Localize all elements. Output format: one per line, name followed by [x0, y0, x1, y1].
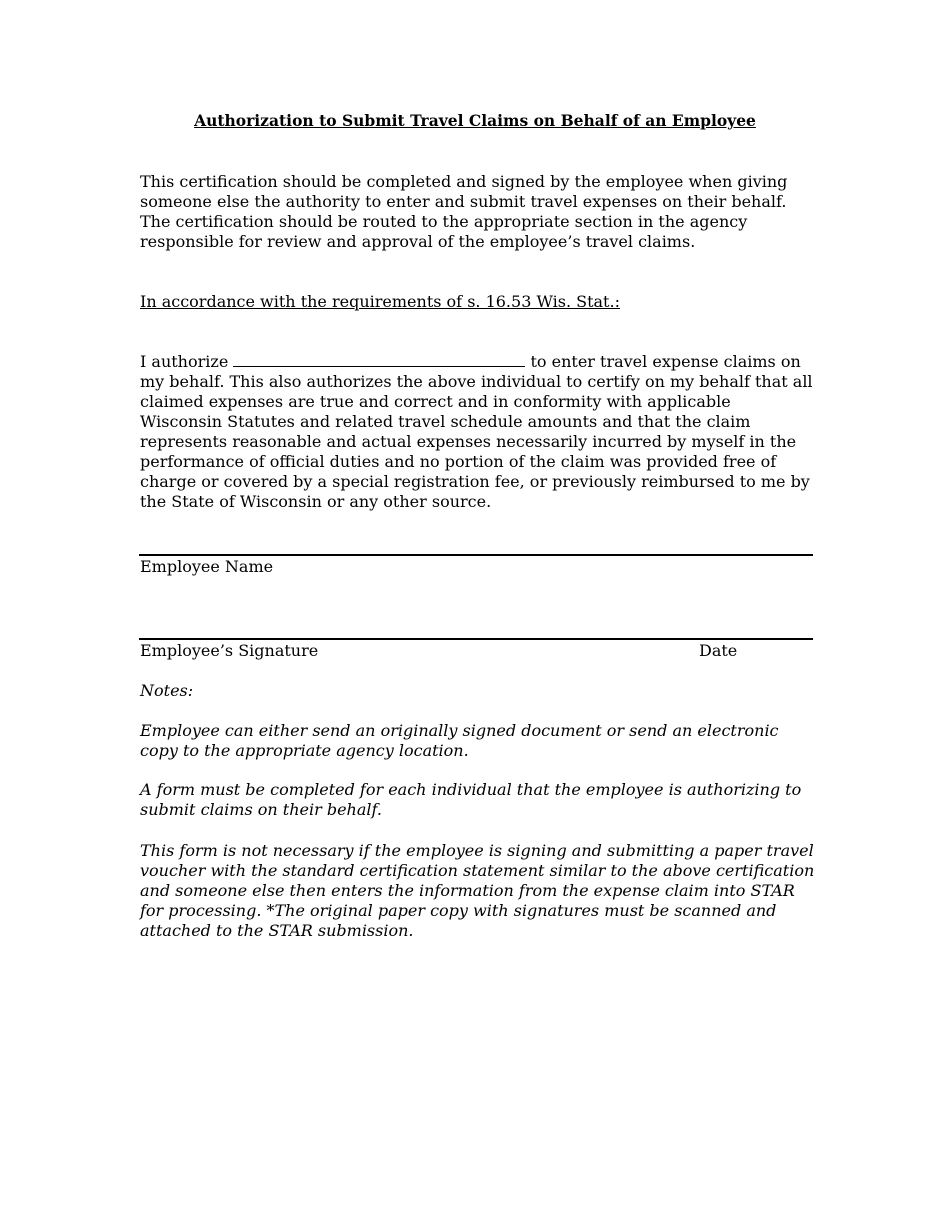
intro-paragraph: This certification should be completed and signed by the employee when giving someone else the authority to enter and submit travel expenses on their behalf. The certification should be routed to the appropriate section in the agency responsible for review and approval of the employee’s travel claims.	[140, 172, 788, 251]
authorization-paragraph	[140, 352, 815, 512]
date-label: Date	[699, 641, 738, 660]
authorize-prefix: I authorize	[140, 352, 229, 371]
document-title: Authorization to Submit Travel Claims on Behalf of an Employee	[194, 111, 756, 130]
employee-name-line[interactable]	[139, 554, 813, 556]
note-item: Employee can either send an originally signed document or send an electronic copy to the appropriate agency location.	[140, 721, 779, 760]
note-item: A form must be completed for each individual that the employee is authorizing to submit claims on their behalf.	[140, 780, 802, 819]
employee-signature-label: Employee’s Signature	[140, 641, 319, 660]
authorize-suffix: to enter travel expense claims on my behalf. This also authorizes the above individual to certify on my behalf that all claimed expenses are true and correct and in conformity with applicable Wisconsin Statutes and related travel schedule amounts and that the claim represents reasonable and actual expenses necessarily incurred by myself in the performance of official duties and no portion of the claim was provided free of charge or covered by a special registration fee, or previously reimbursed to me by the State of Wisconsin or any other source.	[140, 352, 813, 511]
employee-signature-line[interactable]	[139, 638, 813, 640]
note-item: This form is not necessary if the employee is signing and submitting a paper travel voucher with the standard certification statement similar to the above certification and someone else then enters the information from the expense claim into STAR for processing. *The original paper copy with signatures must be scanned and attached to the STAR submission.	[140, 841, 815, 940]
notes-heading: Notes:	[140, 681, 194, 700]
statute-reference: In accordance with the requirements of s. 16.53 Wis. Stat.:	[140, 292, 620, 311]
employee-name-label: Employee Name	[140, 557, 274, 576]
authorized-person-blank[interactable]	[233, 352, 525, 367]
